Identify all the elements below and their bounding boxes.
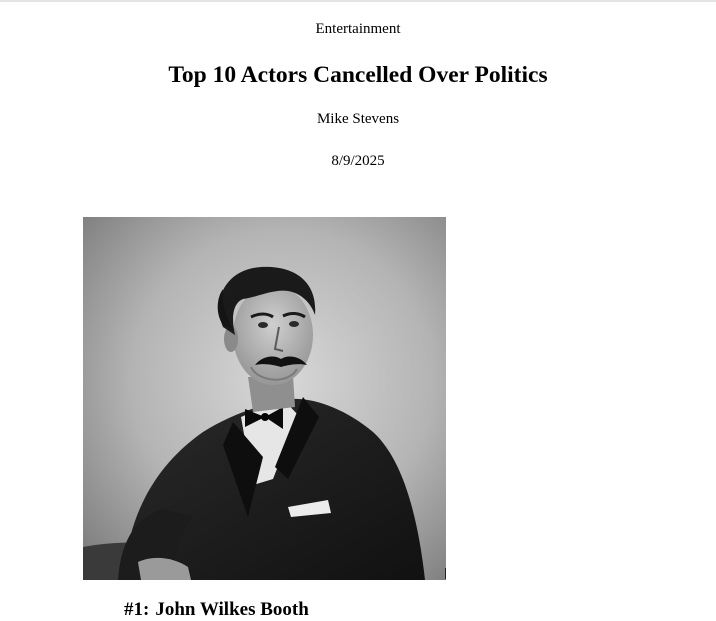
article-title: Top 10 Actors Cancelled Over Politics [168, 62, 548, 88]
image-edge-mark [445, 568, 446, 579]
article-author[interactable]: Mike Stevens [316, 111, 400, 127]
article-date: 8/9/2025 [331, 153, 385, 169]
entry-heading [124, 599, 309, 621]
entry-name: John Wilkes Booth [155, 599, 309, 620]
portrait-photo [83, 217, 446, 580]
article-category[interactable]: Entertainment [315, 21, 401, 37]
entry-rank: #1: [124, 599, 150, 620]
top-divider [0, 0, 716, 2]
